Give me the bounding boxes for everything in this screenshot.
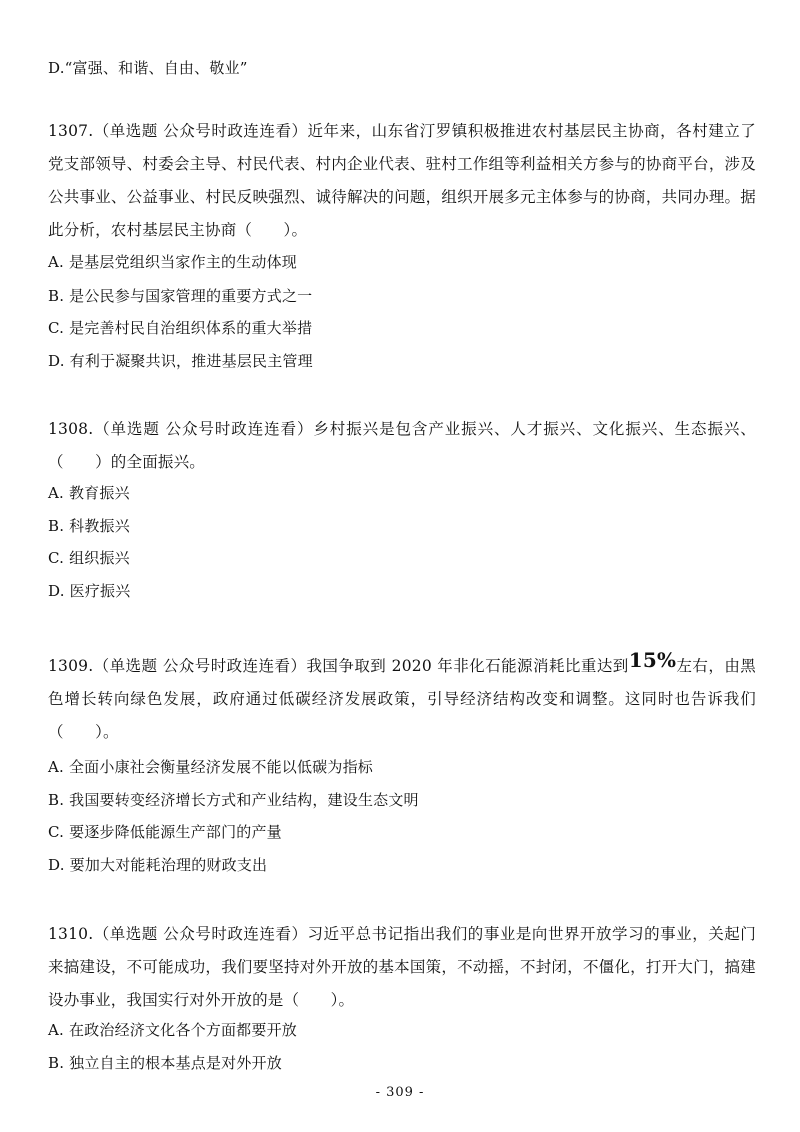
question-1307-option-a: A. 是基层党组织当家作主的生动体现: [48, 253, 297, 271]
question-1308-option-a: A. 教育振兴: [48, 484, 130, 502]
question-1309-stem: [48, 648, 756, 749]
prev-question-option-d: D.“富强、和谐、自由、敬业”: [48, 59, 248, 77]
question-1309-option-c: C. 要逐步降低能源生产部门的产量: [48, 823, 282, 841]
question-1308-option-c: C. 组织振兴: [48, 549, 130, 567]
question-1309-option-b: B. 我国要转变经济增长方式和产业结构，建设生态文明: [48, 791, 419, 809]
question-1309-stem-part2: 左右，由黑色增长转向绿色发展，政府通过低碳经济发展政策，引导经济结构改变和调整。这同时也告诉我们（ ）。: [48, 657, 756, 741]
question-1310-stem: 1310.（单选题 公众号时政连连看）习近平总书记指出我们的事业是向世界开放学习的事业，关起门来搞建设，不可能成功，我们要坚持对外开放的基本国策，不动摇，不封闭，不僵化，打开大门，搞建设办事业，我国实行对外开放的是（ ）。: [48, 925, 756, 1009]
question-1308-option-d: D. 医疗振兴: [48, 582, 131, 600]
question-1309-stem-percentage: 15%: [628, 648, 677, 672]
question-1309-stem-part1: 1309.（单选题 公众号时政连连看）我国争取到 2020 年非化石能源消耗比重达到: [48, 657, 629, 675]
question-1307-option-b: B. 是公民参与国家管理的重要方式之一: [48, 287, 313, 305]
question-1307-stem: 1307.（单选题 公众号时政连连看）近年来，山东省汀罗镇积极推进农村基层民主协商，各村建立了党支部领导、村委会主导、村民代表、村内企业代表、驻村工作组等利益相关方参与的协商平台，涉及公共事业、公益事业、村民反映强烈、诚待解决的问题，组织开展多元主体参与的协商，共同办理。据此分析，农村基层民主协商（ ）。: [48, 122, 756, 239]
question-1307-option-c: C. 是完善村民自治组织体系的重大举措: [48, 319, 313, 337]
question-1309-option-d: D. 要加大对能耗治理的财政支出: [48, 856, 268, 874]
question-1308-option-b: B. 科教振兴: [48, 517, 130, 535]
question-1310-option-a: A. 在政治经济文化各个方面都要开放: [48, 1021, 297, 1039]
question-1309-option-a: A. 全面小康社会衡量经济发展不能以低碳为指标: [48, 758, 373, 776]
question-1310-option-b: B. 独立自主的根本基点是对外开放: [48, 1054, 282, 1072]
question-1308-stem: 1308.（单选题 公众号时政连连看）乡村振兴是包含产业振兴、人才振兴、文化振兴、生态振兴、（ ）的全面振兴。: [48, 420, 756, 471]
page-number: - 309 -: [375, 1085, 425, 1100]
question-1307-option-d: D. 有利于凝聚共识，推进基层民主管理: [48, 352, 313, 370]
